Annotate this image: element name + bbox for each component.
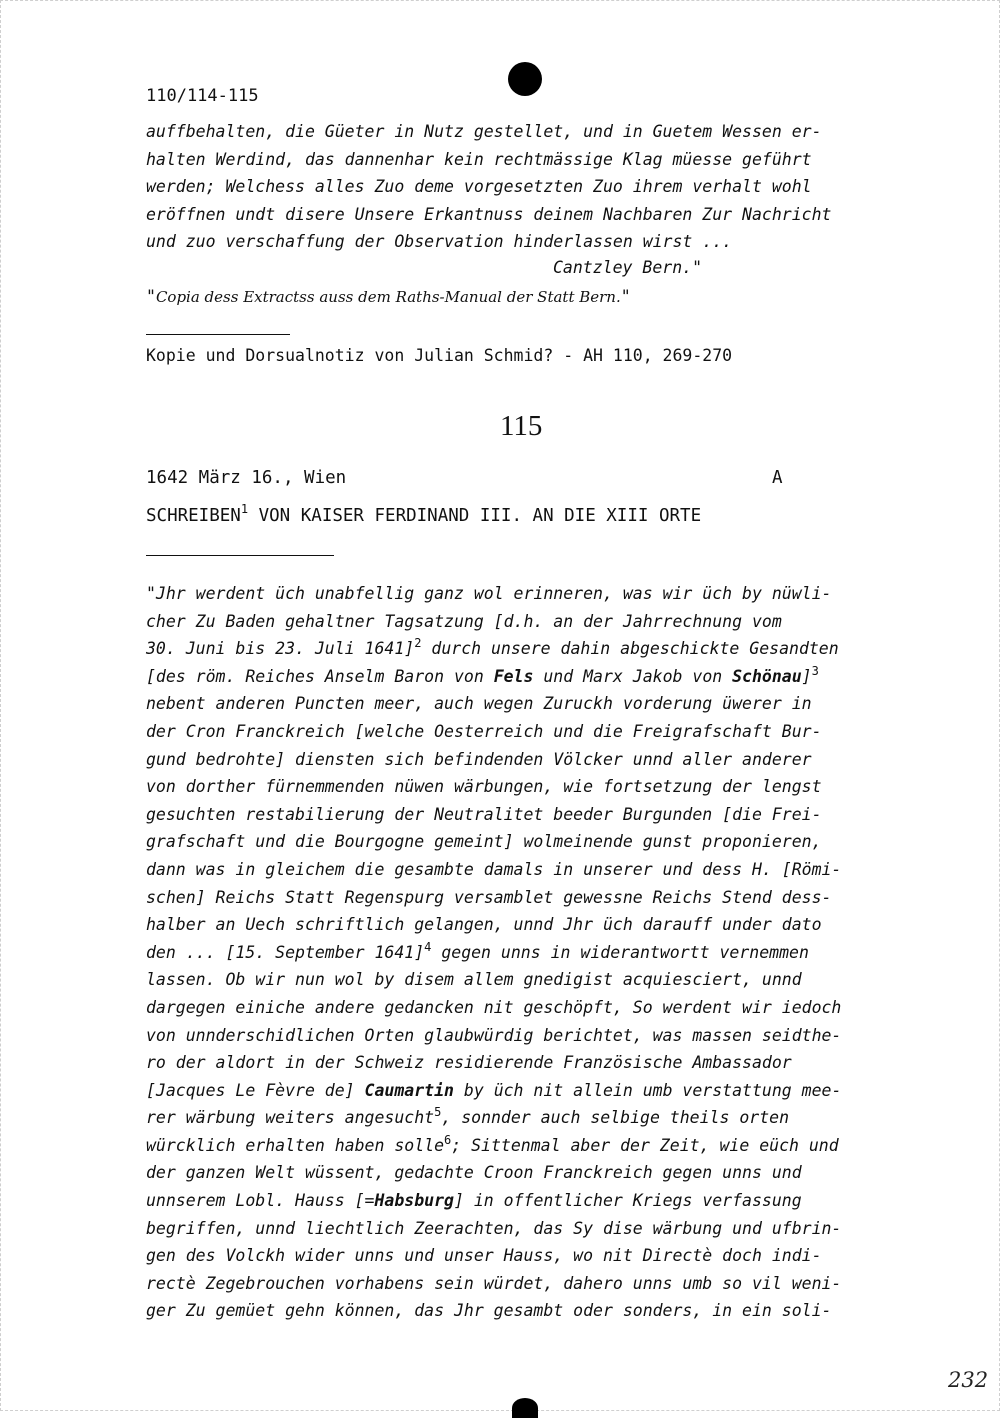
footnote-ref: 6	[444, 1132, 452, 1147]
text-line: 30. Juni bis 23. Juli 1641]$^2$ durch unsere dahin abgeschickte Gesandten	[146, 636, 839, 659]
letter-body	[146, 580, 906, 1325]
text-line: würcklich erhalten haben solle$^6$; Sittenmal aber der Zeit, wie eüch und	[146, 1132, 839, 1155]
bold-name: Habsburg	[374, 1191, 454, 1211]
text-line: halber an Uech schriftlich gelangen, unnd Jhr üch darauff under dato	[146, 915, 822, 935]
punch-hole-mark-bottom	[512, 1398, 538, 1418]
text-line: der ganzen Welt wüssent, gedachte Croon Franckreich gegen unns und	[146, 1163, 802, 1183]
punch-hole-mark	[508, 62, 542, 96]
footnote-ref: 3	[811, 663, 819, 678]
text-line: eröffnen undt disere Unsere Erkantnuss deinem Nachbaren Zur Nachricht	[146, 204, 832, 224]
text-line: unnserem Lobl. Hauss [=Habsburg] in offentlicher Kriegs verfassung	[146, 1191, 802, 1211]
text-line: von dorther fürnemmenden nüwen wärbungen, wie fortsetzung der lengst	[146, 777, 822, 797]
quote-close: "	[620, 287, 631, 306]
document-marker: A	[772, 468, 783, 488]
text-line: rer wärbung weiters angesucht$^5$, sonnder auch selbige theils orten	[146, 1105, 790, 1128]
title-text: VON KAISER FERDINAND III. AN DIE XIII ORTE	[248, 506, 702, 526]
text-line: werden; Welchess alles Zuo deme vorgesetzten Zuo ihrem verhalt wohl	[146, 177, 812, 197]
text-line: ger Zu gemüet gehn können, das Jhr gesambt oder sonders, in ein soli-	[146, 1301, 832, 1321]
text-line: gesuchten restabilierung der Neutralitet beeder Burgunden [die Frei-	[146, 804, 822, 824]
date-place: 1642 März 16., Wien	[146, 468, 347, 488]
copia-script-text: Copia dess Extractss auss dem Raths-Manual der Statt Bern.	[155, 288, 621, 306]
bold-name: Caumartin	[364, 1080, 454, 1100]
bold-name: Schönau	[732, 666, 802, 686]
text-line: lassen. Ob wir nun wol by disem allem gnedigist acquiesciert, unnd	[146, 970, 802, 990]
copia-note	[146, 287, 631, 306]
text-line: und zuo verschaffung der Observation hinderlassen wirst ...	[146, 232, 733, 252]
text-line: ro der aldort in der Schweiz residierende Französische Ambassador	[146, 1053, 792, 1073]
signature: Cantzley Bern."	[553, 258, 703, 277]
text-line: begriffen, unnd liechtlich Zeerachten, das Sy dise wärbung und ufbrin-	[146, 1218, 842, 1238]
footnote-ref: 5	[434, 1105, 442, 1120]
source-note: Kopie und Dorsualnotiz von Julian Schmid? - AH 110, 269-270	[146, 346, 733, 365]
footnote-ref: 2	[414, 636, 422, 651]
text-line: cher Zu Baden gehaltner Tagsatzung [d.h. an der Jahrrechnung vom	[146, 611, 782, 631]
text-line: dargegen einiche andere gedancken nit geschöpft, So werdent wir iedoch	[146, 997, 842, 1017]
previous-letter-ending	[146, 118, 906, 256]
document-number: 115	[500, 410, 543, 442]
divider	[146, 555, 334, 556]
text-line: [Jacques Le Fèvre de] Caumartin by üch nit allein umb verstattung mee-	[146, 1080, 842, 1100]
footnote-ref: 4	[424, 939, 432, 954]
text-line: [des röm. Reiches Anselm Baron von Fels und Marx Jakob von Schönau]$^3$	[146, 663, 819, 686]
divider	[146, 334, 290, 335]
text-line: der Cron Franckreich [welche Oesterreich und die Freigrafschaft Bur-	[146, 721, 822, 741]
document-title	[146, 502, 702, 526]
bold-name: Fels	[493, 666, 534, 686]
footnote-ref: 1	[240, 502, 249, 516]
text-line: dann was in gleichem die gesambte damals in unserer und dess H. [Römi-	[146, 859, 842, 879]
text-line: gen des Volckh wider unns und unser Hauss, wo nit Directè doch indi-	[146, 1246, 822, 1266]
title-text: SCHREIBEN	[146, 506, 241, 526]
text-line: rectè Zegebrouchen vorhabens sein würdet, dahero unns umb so vil weni-	[146, 1273, 842, 1293]
page-reference: 110/114-115	[146, 86, 259, 106]
handwritten-folio-number: 232	[948, 1368, 989, 1392]
text-line: von unnderschidlichen Orten glaubwürdig berichtet, was massen seidthe-	[146, 1025, 842, 1045]
text-line: auffbehalten, die Güeter in Nutz gestellet, und in Guetem Wessen er-	[146, 122, 822, 141]
text-line: schen] Reichs Statt Regenspurg versamblet gewessne Reichs Stend dess-	[146, 887, 832, 907]
text-line: nebent anderen Puncten meer, auch wegen Zuruckh vorderung üwerer in	[146, 694, 812, 714]
text-line: grafschaft und die Bourgogne gemeint] wolmeinende gunst proponieren,	[146, 832, 822, 852]
text-line: den ... [15. September 1641]$^4$ gegen unns in widerantwortt vernemmen	[146, 939, 809, 962]
text-line: gund bedrohte] diensten sich befindenden Völcker unnd aller anderer	[146, 749, 812, 769]
text-line: halten Werdind, das dannenhar kein rechtmässige Klag müesse geführt	[146, 149, 812, 169]
quote-open: "	[146, 287, 156, 306]
text-line: "Jhr werdent üch unabfellig ganz wol erinneren, was wir üch by nüwli-	[146, 584, 832, 603]
